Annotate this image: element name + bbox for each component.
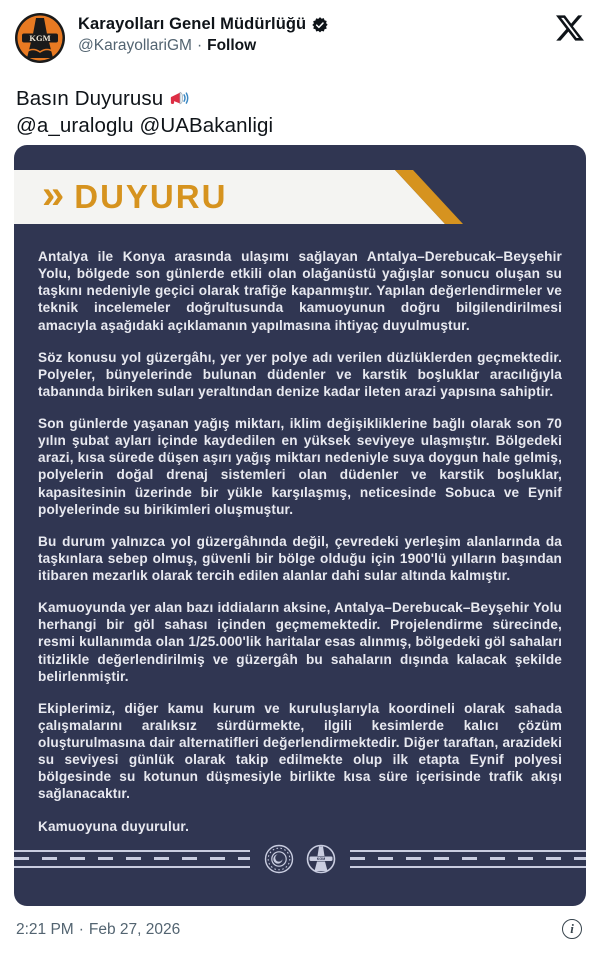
announcement-paragraph: Antalya ile Konya arasında ulaşımı sağlayan Antalya–Derebucak–Beyşehir Yolu, bölgede son günlerde etkili olan olağanüstü yağışlar sonucu oluşan su taşkını nedeniyle geçici olarak trafiğe kapanmıştır. Yapılan değerlendirmeler ve teknik incelemeler doğrultusunda kamuoyunun doğru bilgilendirilmesi amacıyla aşağıdaki açıklamanın yapılmasına ihtiyaç duyulmuştur. [38,249,562,333]
svg-text:KGM: KGM [316,857,326,862]
display-name[interactable]: Karayolları Genel Müdürlüğü [78,15,307,33]
announcement-paragraph: Bu durum yalnızca yol güzergâhında değil, çevredeki yerleşim alanlarında da taşkınlara sebep olmuş, güvenli bir bölge olduğu için 1900'lü yılların başından itibaren mezarlık olarak tercih edilen alanlar dahi sular altında kalmıştır. [38,533,562,583]
announcement-image[interactable] [14,145,586,906]
tweet-date: Feb 27, 2026 [88,921,181,938]
avatar[interactable] [14,12,66,64]
announcement-paragraph: Kamuoyunda yer alan bazı iddiaların aksine, Antalya–Derebucak–Beyşehir Yolu herhangi bir göl sahası içinden geçmemektedir. Projelendirme sürecinde, resmi kullanımda olan 1/25.000'lik haritalar esas alınmış, bölgedeki göl sahaları titizlikle değerlendirilmiş ve güzergâh bu sahaların dışında kalacak şekilde belirlenmiştir. [38,600,562,684]
ministry-seal-icon [264,844,294,874]
x-logo-icon[interactable] [556,14,584,42]
svg-text:KGM: KGM [29,32,51,43]
chevrons-icon: » [42,172,65,217]
announcement-body [38,248,562,835]
timestamp-separator: · [78,921,84,938]
announcement-closing: Kamuoyuna duyurulur. [38,818,190,834]
tweet-text-line1: Basın Duyurusu [16,87,164,110]
kgm-seal-icon [306,844,336,874]
duyuru-banner [14,170,586,224]
tweet-header [14,12,586,64]
follow-button[interactable]: Follow [207,37,257,54]
timestamp[interactable] [16,921,180,939]
card-footer [14,842,586,876]
megaphone-icon [169,89,191,109]
tweet-mentions[interactable]: @a_uraloglu @UABakanligi [16,113,274,137]
info-icon[interactable]: i [562,919,582,939]
announcement-paragraph: Ekiplerimiz, diğer kamu kurum ve kuruluşlarıyla koordineli olarak sahada çalışmalarını aralıksız sürdürmekte, ilgili kesimlerde kalıcı çözüm oluşturulmasına dair alternatifleri değerlendirmektedir. Diğer taraftan, arazideki su seviyesi günlük olarak takip edilmekte olup ilk etapta Eynif polyesi bölgesinde su kotunun düşmesiyle birlikte kısa süre içerisinde trafik akışı sağlanacaktır. [38,700,562,802]
verified-badge-icon [311,16,329,34]
tweet-text [16,86,584,139]
handle-separator: · [196,37,203,54]
announcement-paragraph: Söz konusu yol güzergâhı, yer yer polye adı verilen düzlüklerden geçmektedir. Polyeler, bünyelerinde bulunan düdenler ve karstik boşluklar aracılığıyla tabanında biriken suları yeraltından denize kadar ileten arazi yapısına sahiptir. [38,349,562,399]
road-graphic-right [350,850,586,868]
handle[interactable]: @KarayollariGM [78,37,192,54]
kgm-logo-icon [14,12,66,64]
banner-title: DUYURU [74,178,228,215]
tweet-time: 2:21 PM [16,921,74,938]
announcement-paragraph: Son günlerde yaşanan yağış miktarı, iklim değişikliklerine bağlı olarak son 70 yılın şubat ayları içinde kaydedilen en yüksek seviyeye ulaşmıştır. Bölgedeki arazi, kısa sürede düşen aşırı yağış miktarı nedeniyle suya doygun hale gelmiş, polyelerin doğal drenaj sistemleri olan düdenler ve karstik boşluklar, kapasitesinin üzerinde bir yükle karşılaşmış, neticesinde Sobuca ve Eynif polyelerinde su birikimleri oluşmuştur. [38,416,562,517]
road-graphic-left [14,850,250,868]
